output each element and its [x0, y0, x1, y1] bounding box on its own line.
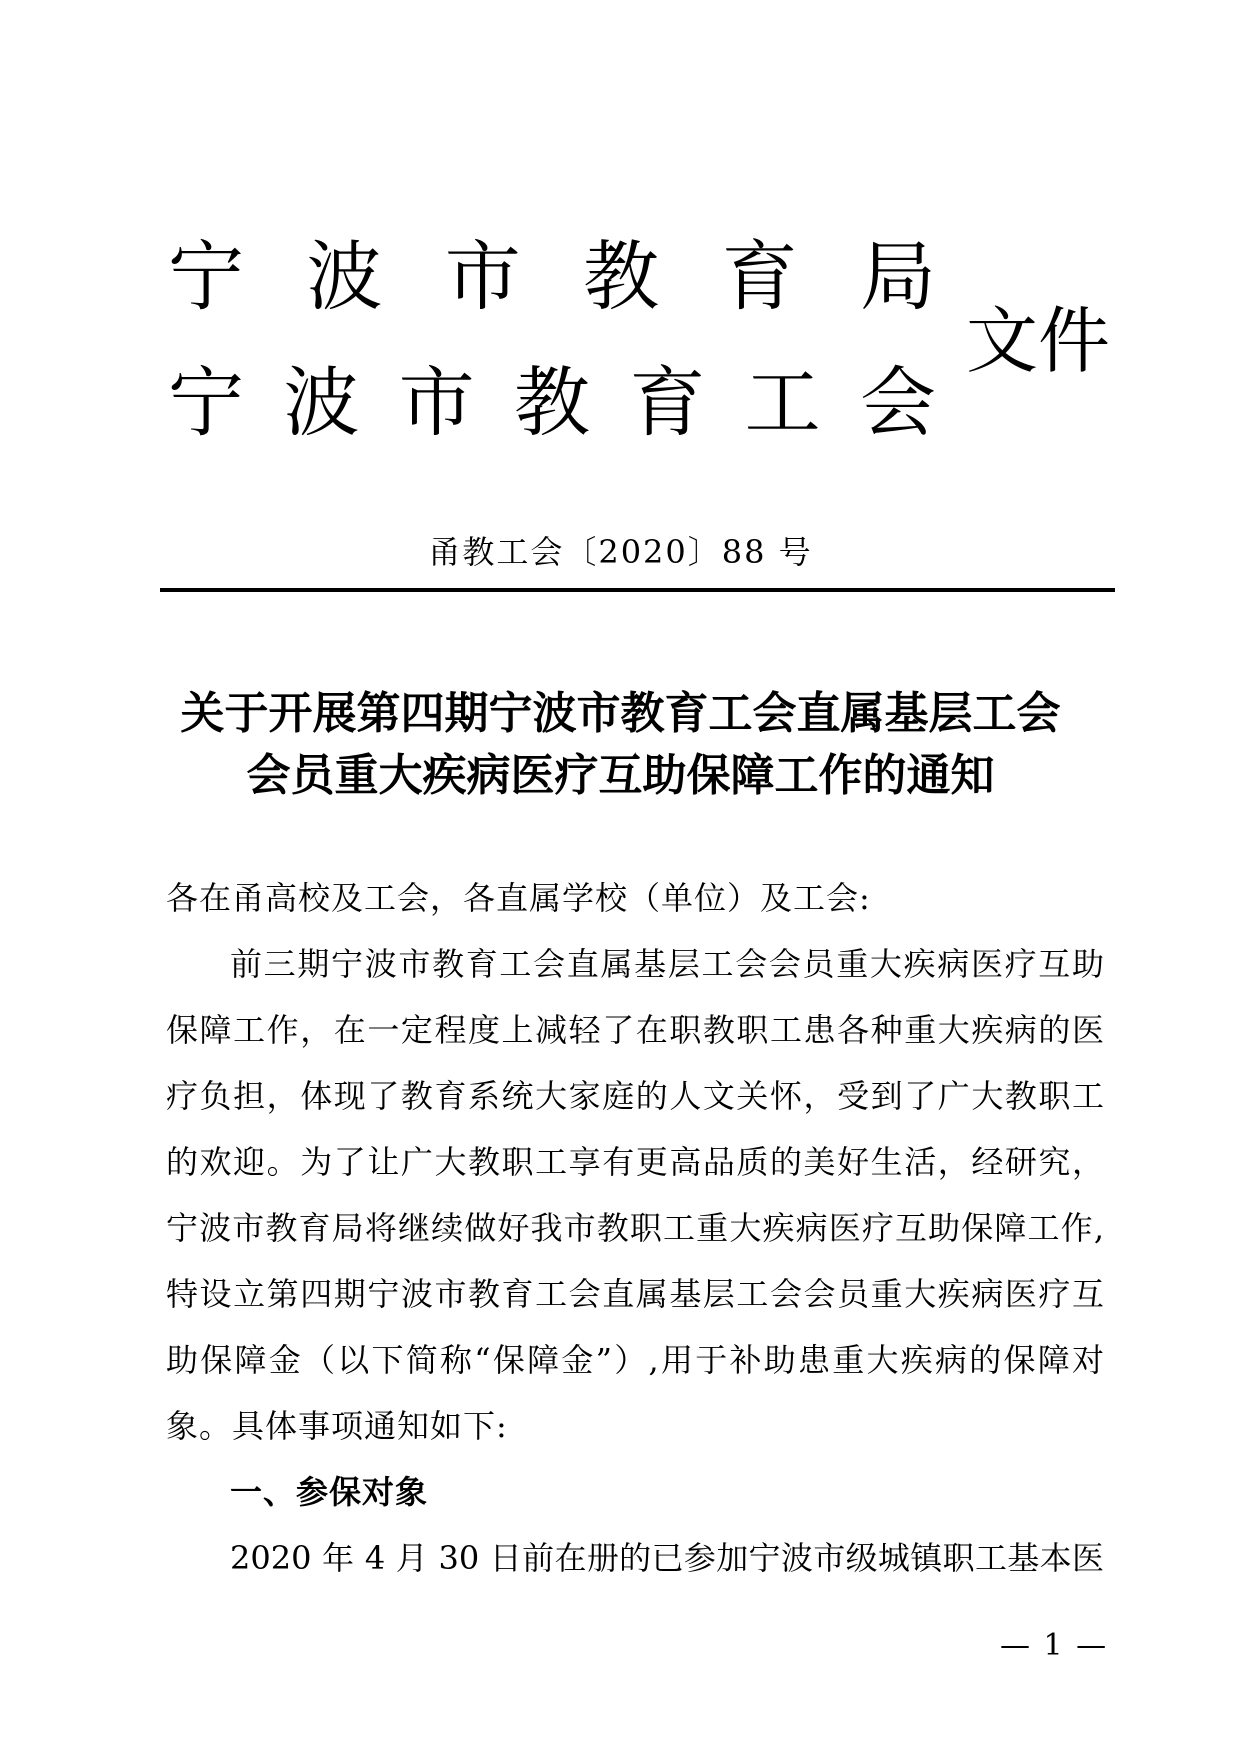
issuer-char: 育 — [721, 232, 798, 321]
paragraph-line: 象。具体事项通知如下: — [166, 1407, 508, 1445]
paragraph-line: 疗负担，体现了教育系统大家庭的人文关怀，受到了广大教职工 — [166, 1077, 1104, 1115]
paragraph-line: 特设立第四期宁波市教育工会直属基层工会会员重大疾病医疗互 — [166, 1275, 1104, 1313]
page-number: — 1 — — [1000, 1628, 1109, 1663]
document-title-line-1: 关于开展第四期宁波市教育工会直属基层工会 — [180, 688, 1061, 739]
document-type-suffix: 文件 — [966, 299, 1111, 383]
paragraph-line: 宁波市教育局将继续做好我市教职工重大疾病医疗互助保障工作, — [166, 1209, 1104, 1247]
issuer-char: 教 — [583, 232, 660, 321]
paragraph-line: 助保障金（以下简称“保障金”）,用于补助患重大疾病的保障对 — [166, 1341, 1104, 1379]
issuer-char: 波 — [306, 232, 383, 321]
salutation: 各在甬高校及工会，各直属学校（单位）及工会: — [166, 879, 871, 917]
paragraph-line: 2020 年 4 月 30 日前在册的已参加宁波市级城镇职工基本医 — [230, 1539, 1104, 1577]
paragraph-line: 保障工作，在一定程度上减轻了在职教职工患各种重大疾病的医 — [166, 1011, 1104, 1049]
document-number: 甬教工会〔2020〕88 号 — [428, 533, 813, 571]
paragraph-line: 的欢迎。为了让广大教职工享有更高品质的美好生活，经研究， — [166, 1143, 1104, 1181]
issuer-char: 工 — [744, 358, 821, 447]
issuer-char: 局 — [859, 232, 936, 321]
issuer-char: 市 — [444, 232, 521, 321]
issuer-char: 市 — [398, 358, 475, 447]
section-heading: 一、参保对象 — [230, 1473, 429, 1511]
issuer-char: 育 — [629, 358, 706, 447]
issuer-char: 波 — [283, 358, 360, 447]
issuer-name-education-bureau — [168, 232, 936, 322]
paragraph-line: 前三期宁波市教育工会直属基层工会会员重大疾病医疗互助 — [230, 945, 1104, 983]
issuer-name-education-union — [168, 358, 936, 448]
issuer-char: 教 — [513, 358, 590, 447]
document-title-line-2: 会员重大疾病医疗互助保障工作的通知 — [246, 750, 995, 801]
issuer-char: 宁 — [168, 232, 244, 321]
issuer-char: 会 — [859, 358, 936, 447]
issuer-char: 宁 — [168, 358, 244, 447]
header-divider — [160, 588, 1115, 592]
